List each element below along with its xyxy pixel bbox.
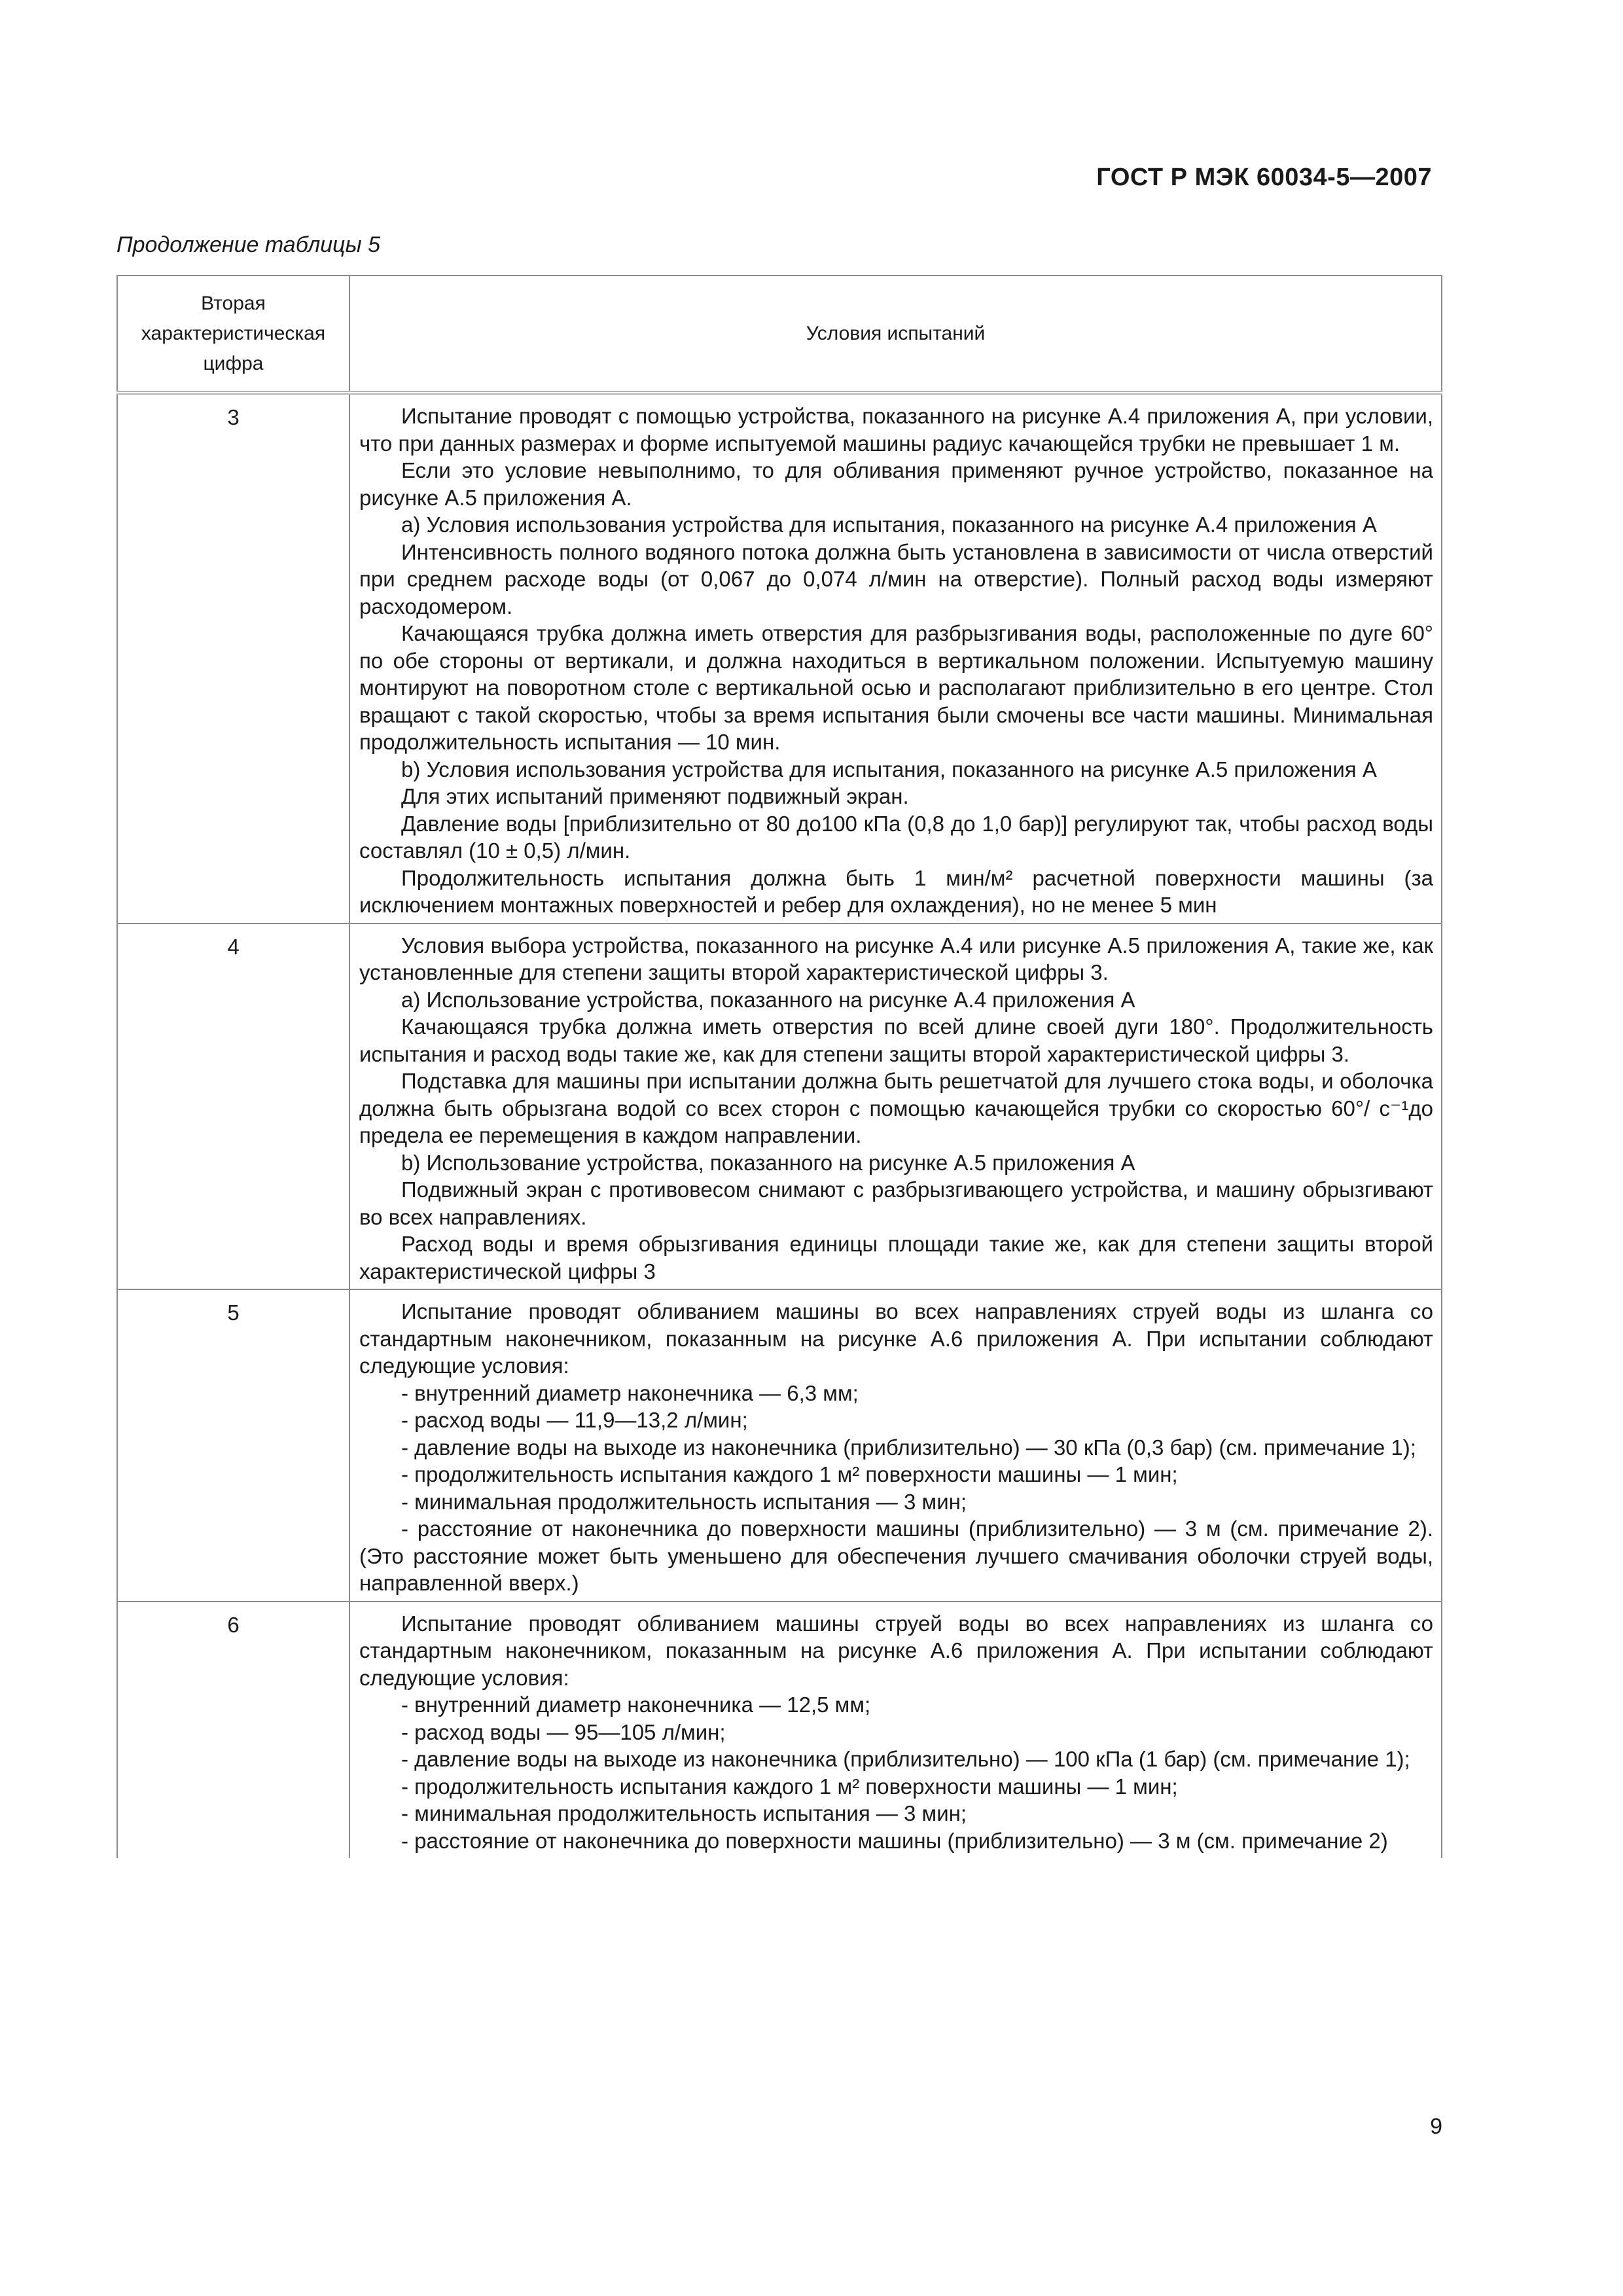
paragraph: а) Использование устройства, показанного на рисунке А.4 приложения А <box>401 987 1135 1012</box>
paragraph: Подставка для машины при испытании должна быть решетчатой для лучшего стока воды, и оболочка должна быть обрызгана водой со всех сторон с помощью качающейся трубки со скоростью 60°/ с⁻¹до предела ее перемещения в каждом направлении. <box>359 1069 1433 1147</box>
row-conditions <box>349 924 1442 1290</box>
column-header-conditions: Условия испытаний <box>349 276 1442 393</box>
row-digit: 3 <box>117 393 349 924</box>
row-digit: 5 <box>117 1289 349 1602</box>
row-digit: 4 <box>117 924 349 1290</box>
paragraph: Качающаяся трубка должна иметь отверстия по всей длине своей дуги 180°. Продолжительность испытания и расход воды такие же, как для степени защиты второй характеристической цифры 3. <box>359 1014 1433 1066</box>
table-caption: Продолжение таблицы 5 <box>116 232 380 257</box>
paragraph: Расход воды и время обрызгивания единицы площади такие же, как для степени защиты второй характеристической цифры 3 <box>359 1232 1433 1283</box>
row-conditions <box>349 393 1442 924</box>
table-row <box>117 393 1442 924</box>
paragraph: b) Использование устройства, показанного на рисунке А.5 приложения А <box>401 1150 1135 1175</box>
list-item: - расстояние от наконечника до поверхности машины (приблизительно) — 3 м (см. примечание 2). (Это расстояние может быть уменьшено для обеспечения лучшего смачивания оболочки струей воды, направленной вверх.) <box>359 1516 1433 1595</box>
list-item: - расстояние от наконечника до поверхности машины (приблизительно) — 3 м (см. примечание 2) <box>401 1828 1388 1853</box>
list-item: - минимальная продолжительность испытания — 3 мин; <box>401 1489 967 1514</box>
row-digit: 6 <box>117 1602 349 1859</box>
list-item: - давление воды на выходе из наконечника (приблизительно) — 30 кПа (0,3 бар) (см. примечание 1); <box>401 1435 1416 1460</box>
paragraph: Условия выбора устройства, показанного на рисунке А.4 или рисунке А.5 приложения А, такие же, как установленные для степени защиты второй характеристической цифры 3. <box>359 933 1433 984</box>
paragraph: Подвижный экран с противовесом снимают с разбрызгивающего устройства, и машину обрызгивают во всех направлениях. <box>359 1177 1433 1229</box>
paragraph: Интенсивность полного водяного потока должна быть установлена в зависимости от числа отверстий при среднем расходе воды (от 0,067 до 0,074 л/мин на отверстие). Полный расход воды измеряют расходомером. <box>359 539 1433 619</box>
paragraph: Испытание проводят с помощью устройства, показанного на рисунке А.4 приложения А, при условии, что при данных размерах и форме испытуемой машины радиус качающейся трубки не превышает 1 м. <box>359 404 1433 456</box>
list-item: - продолжительность испытания каждого 1 м² поверхности машины — 1 мин; <box>401 1462 1178 1486</box>
table-row <box>117 924 1442 1290</box>
list-item: - продолжительность испытания каждого 1 м² поверхности машины — 1 мин; <box>401 1774 1178 1799</box>
paragraph: Испытание проводят обливанием машины во всех направлениях струей воды из шланга со стандартным наконечником, показанным на рисунке А.6 приложения А. При испытании соблюдают следующие условия: <box>359 1299 1433 1378</box>
list-item: - минимальная продолжительность испытания — 3 мин; <box>401 1801 967 1825</box>
list-item: - расход воды — 95—105 л/мин; <box>401 1719 726 1744</box>
standard-code: ГОСТ Р МЭК 60034-5—2007 <box>1096 164 1432 191</box>
table-row <box>117 1289 1442 1602</box>
paragraph: а) Условия использования устройства для испытания, показанного на рисунке А.4 приложения А <box>401 512 1377 537</box>
table-row <box>117 1602 1442 1859</box>
paragraph: Для этих испытаний применяют подвижный экран. <box>401 784 909 808</box>
list-item: - внутренний диаметр наконечника — 6,3 мм; <box>401 1380 859 1405</box>
table-header-row <box>117 276 1442 393</box>
paragraph: Если это условие невыполнимо, то для обливания применяют ручное устройство, показанное на рисунке А.5 приложения А. <box>359 458 1433 510</box>
paragraph: Качающаяся трубка должна иметь отверстия для разбрызгивания воды, расположенные по дуге 60° по обе стороны от вертикали, и должна находиться в вертикальном положении. Испытуемую машину монтируют на поворотном столе с вертикальной осью и располагают приблизительно в его центре. Стол вращают с такой скоростью, чтобы за время испытания были смочены все части машины. Минимальная продолжительность испытания — 10 мин. <box>359 621 1433 754</box>
row-conditions <box>349 1289 1442 1602</box>
list-item: - давление воды на выходе из наконечника (приблизительно) — 100 кПа (1 бар) (см. примечание 1); <box>401 1747 1410 1771</box>
column-header-digit: Вторая характеристическая цифра <box>117 276 349 393</box>
paragraph: Продолжительность испытания должна быть 1 мин/м² расчетной поверхности машины (за исключением монтажных поверхностей и ребер для охлаждения), но не менее 5 мин <box>359 865 1433 917</box>
paragraph: Испытание проводят обливанием машины струей воды во всех направлениях из шланга со стандартным наконечником, показанным на рисунке А.6 приложения А. При испытании соблюдают следующие условия: <box>359 1611 1433 1690</box>
test-conditions-table <box>116 275 1442 1858</box>
list-item: - расход воды — 11,9—13,2 л/мин; <box>401 1408 748 1432</box>
paragraph: Давление воды [приблизительно от 80 до100 кПа (0,8 до 1,0 бар)] регулируют так, чтобы расход воды составлял (10 ± 0,5) л/мин. <box>359 811 1433 863</box>
row-conditions <box>349 1602 1442 1859</box>
paragraph: b) Условия использования устройства для испытания, показанного на рисунке А.5 приложения А <box>401 757 1377 781</box>
page-number: 9 <box>1430 2114 1442 2139</box>
list-item: - внутренний диаметр наконечника — 12,5 мм; <box>401 1693 871 1717</box>
